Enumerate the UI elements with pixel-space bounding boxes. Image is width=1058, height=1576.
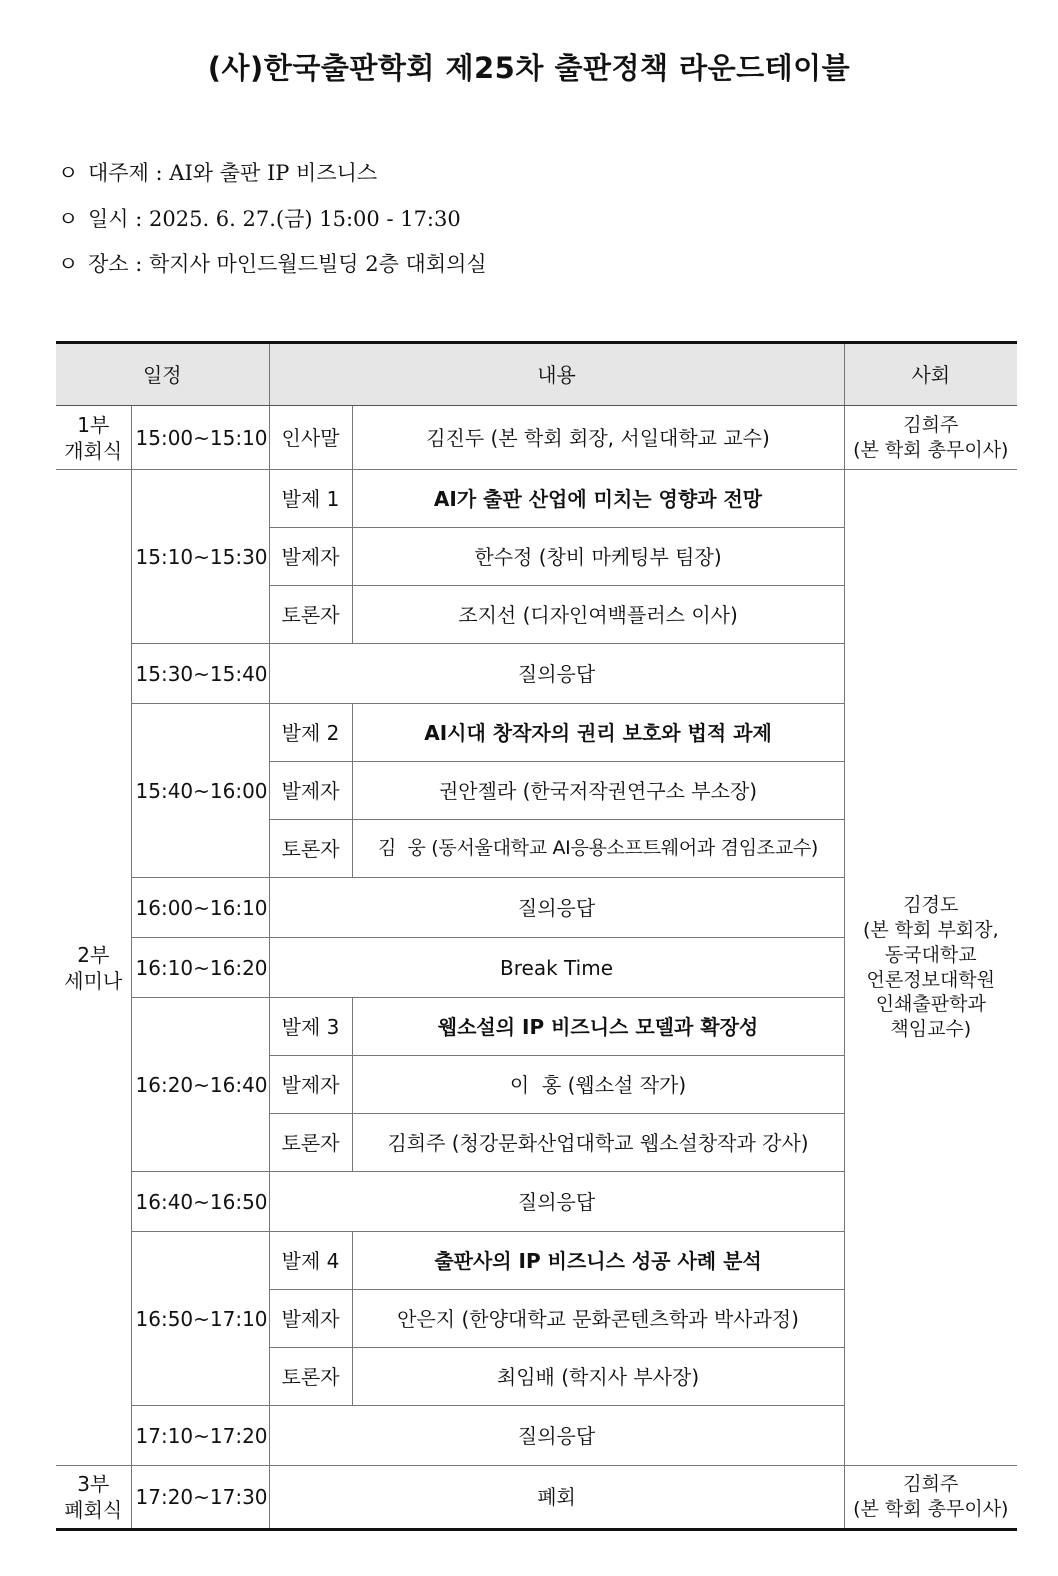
- content-cell: 김진두 (본 학회 회장, 서일대학교 교수): [352, 406, 844, 470]
- presentation-title: 출판사의 IP 비즈니스 성공 사례 분석: [352, 1232, 844, 1290]
- content-cell: 한수정 (창비 마케팅부 팀장): [352, 528, 844, 586]
- content-cell: 김 웅 (동서울대학교 AI응용소프트웨어과 겸임조교수): [352, 820, 844, 878]
- info-topic: [58, 157, 377, 187]
- content-cell: Break Time: [269, 938, 844, 998]
- content-cell: 질의응답: [269, 1172, 844, 1232]
- content-cell: 폐회: [269, 1466, 844, 1530]
- content-cell: 안은지 (한양대학교 문화콘텐츠학과 박사과정): [352, 1290, 844, 1348]
- info-datetime: [58, 203, 461, 233]
- role-cell: 발제 4: [269, 1232, 352, 1290]
- role-cell: 인사말: [269, 406, 352, 470]
- role-cell: 토론자: [269, 1114, 352, 1172]
- part-label: 1부 개회식: [56, 406, 131, 470]
- role-cell: 발제자: [269, 528, 352, 586]
- role-cell: 발제자: [269, 1290, 352, 1348]
- table-row: [56, 1466, 1017, 1530]
- part-label: 2부 세미나: [56, 470, 131, 1466]
- presentation-title: AI시대 창작자의 권리 보호와 법적 과제: [352, 704, 844, 762]
- moderator-cell: 김희주 (본 학회 총무이사): [844, 406, 1017, 470]
- role-cell: 토론자: [269, 820, 352, 878]
- bullet-icon: ㅇ: [58, 207, 79, 231]
- time-cell: 16:50~17:10: [131, 1232, 269, 1406]
- header-schedule: 일정: [56, 343, 269, 406]
- table-row: [56, 470, 1017, 528]
- info-topic-text: 대주제 : AI와 출판 IP 비즈니스: [88, 161, 378, 185]
- time-cell: 16:10~16:20: [131, 938, 269, 998]
- content-cell: 최임배 (학지사 부사장): [352, 1348, 844, 1406]
- bullet-icon: ㅇ: [58, 161, 79, 185]
- table-header-row: [56, 343, 1017, 406]
- time-cell: 15:40~16:00: [131, 704, 269, 878]
- time-cell: 16:00~16:10: [131, 878, 269, 938]
- header-moderator: 사회: [844, 343, 1017, 406]
- role-cell: 발제자: [269, 1056, 352, 1114]
- info-venue-text: 장소 : 학지사 마인드월드빌딩 2층 대회의실: [88, 252, 487, 276]
- time-cell: 17:10~17:20: [131, 1406, 269, 1466]
- presentation-title: AI가 출판 산업에 미치는 영향과 전망: [352, 470, 844, 528]
- role-cell: 발제 1: [269, 470, 352, 528]
- role-cell: 토론자: [269, 586, 352, 644]
- time-cell: 15:00~15:10: [131, 406, 269, 470]
- content-cell: 조지선 (디자인여백플러스 이사): [352, 586, 844, 644]
- content-cell: 이 홍 (웹소설 작가): [352, 1056, 844, 1114]
- role-cell: 발제 3: [269, 998, 352, 1056]
- moderator-cell: 김경도 (본 학회 부회장, 동국대학교 언론정보대학원 인쇄출판학과 책임교수): [844, 470, 1017, 1466]
- moderator-cell: 김희주 (본 학회 총무이사): [844, 1466, 1017, 1530]
- content-cell: 질의응답: [269, 1406, 844, 1466]
- time-cell: 16:20~16:40: [131, 998, 269, 1172]
- role-cell: 발제자: [269, 762, 352, 820]
- role-cell: 발제 2: [269, 704, 352, 762]
- content-cell: 질의응답: [269, 878, 844, 938]
- schedule-table: [56, 341, 1017, 1531]
- header-content: 내용: [269, 343, 844, 406]
- time-cell: 15:30~15:40: [131, 644, 269, 704]
- time-cell: 16:40~16:50: [131, 1172, 269, 1232]
- time-cell: 17:20~17:30: [131, 1466, 269, 1530]
- table-row: [56, 406, 1017, 470]
- bullet-icon: ㅇ: [58, 252, 79, 276]
- role-cell: 토론자: [269, 1348, 352, 1406]
- presentation-title: 웹소설의 IP 비즈니스 모델과 확장성: [352, 998, 844, 1056]
- info-venue: [58, 248, 487, 278]
- info-datetime-text: 일시 : 2025. 6. 27.(금) 15:00 - 17:30: [88, 207, 461, 231]
- content-cell: 질의응답: [269, 644, 844, 704]
- content-cell: 권안젤라 (한국저작권연구소 부소장): [352, 762, 844, 820]
- page-title: (사)한국출판학회 제25차 출판정책 라운드테이블: [207, 51, 851, 85]
- part-label: 3부 폐회식: [56, 1466, 131, 1530]
- content-cell: 김희주 (청강문화산업대학교 웹소설창작과 강사): [352, 1114, 844, 1172]
- time-cell: 15:10~15:30: [131, 470, 269, 644]
